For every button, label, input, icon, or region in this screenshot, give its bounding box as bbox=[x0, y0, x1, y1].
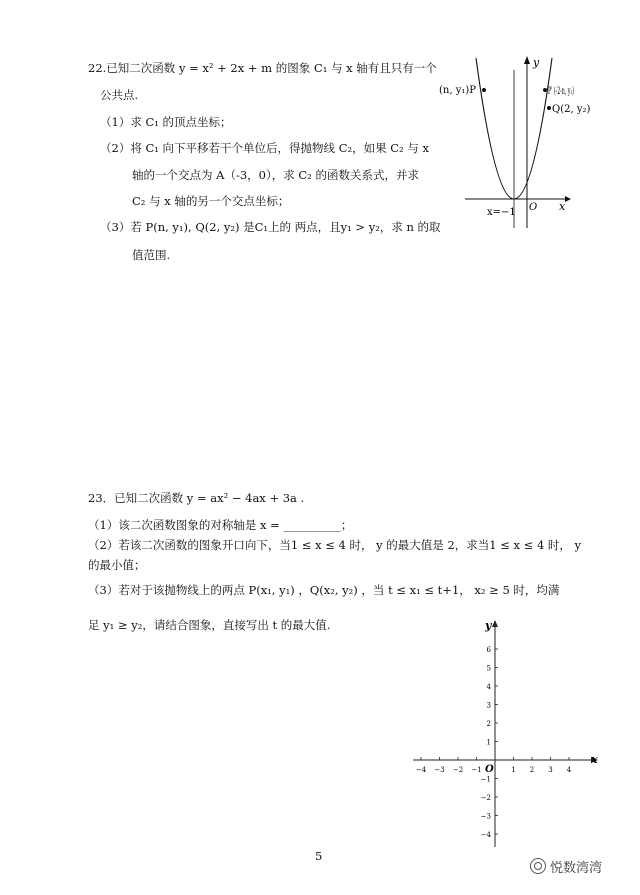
grid-y-tick-label: −2 bbox=[480, 794, 491, 802]
x-axis-arrow bbox=[565, 196, 571, 202]
fig22-symmetry-label: x=−1 bbox=[487, 207, 516, 218]
wechat-icon bbox=[530, 858, 546, 874]
q23-line-1: 23．已知二次函数 y = ax² − 4ax + 3a . bbox=[88, 491, 305, 505]
grid-y-tick-label: −4 bbox=[480, 831, 491, 839]
point-p-prime bbox=[543, 88, 547, 92]
y-axis-arrow bbox=[524, 56, 530, 64]
q23-part-3-line-2: 足 y₁ ≥ y₂，请结合图象，直接写出 t 的最大值. bbox=[88, 618, 331, 632]
fig22-origin-label: O bbox=[529, 202, 538, 213]
grid-x-tick-label: 4 bbox=[566, 766, 572, 774]
grid-x-tick-label: 3 bbox=[548, 766, 553, 774]
q22-part-1: （1）求 C₁ 的顶点坐标； bbox=[100, 115, 232, 129]
fig22-y-label: y bbox=[533, 56, 540, 69]
fig22-p-label: (n, y₁)P bbox=[439, 85, 476, 96]
grid-y-tick-label: 4 bbox=[486, 683, 491, 691]
q22-part-3-line-1: （3）若 P(n, y₁), Q(2, y₂) 是C₁上的 两点，且y₁ > y₂，求 n 的取 bbox=[100, 220, 441, 234]
grid-y-label: y bbox=[485, 619, 492, 632]
q22-part-3-line-2: 值范围. bbox=[132, 248, 171, 262]
grid-y-tick-label: −1 bbox=[480, 775, 491, 784]
grid-y-tick-label: 5 bbox=[486, 664, 491, 673]
grid-y-tick-label: 3 bbox=[486, 701, 491, 710]
q22-part-2-line-2: 轴的一个交点为 A（-3，0），求 C₂ 的函数关系式，并求 bbox=[132, 168, 419, 182]
page-number: 5 bbox=[315, 849, 323, 863]
fig22-x-label: x bbox=[559, 200, 566, 213]
q22-part-2-line-1: （2）将 C₁ 向下平移若干个单位后，得抛物线 C₂，如果 C₂ 与 x bbox=[100, 141, 429, 155]
grid-y-tick-label: −3 bbox=[480, 812, 491, 821]
grid-x-tick-label: −2 bbox=[452, 766, 464, 774]
grid-y-tick-label: 1 bbox=[486, 738, 491, 747]
grid-x-tick-label: −3 bbox=[434, 766, 445, 774]
grid-x-tick-label: −1 bbox=[471, 766, 482, 774]
q22-line-1: 22.已知二次函数 y = x² + 2x + m 的图象 C₁ 与 x 轴有且只有一个 bbox=[88, 61, 437, 75]
q23-part-2-line-1: （2）若该二次函数的图象开口向下，当1 ≤ x ≤ 4 时， y 的最大值是 2，求当1 ≤ x ≤ 4 时， y bbox=[88, 538, 582, 552]
q23-part-3-line-1: （3）若对于该抛物线上的两点 P(x₁, y₁) ，Q(x₂, y₂) ，当 t ≤ x₁ ≤ t+1， x₂ ≥ 5 时，均满 bbox=[88, 583, 560, 597]
q22-line-2: 公共点. bbox=[100, 88, 139, 102]
grid-y-tick-label: 2 bbox=[486, 720, 491, 728]
watermark bbox=[530, 857, 602, 876]
point-p bbox=[482, 88, 486, 92]
grid-x-tick-label: 2 bbox=[529, 766, 535, 774]
grid-y-tick-label: 6 bbox=[486, 646, 491, 654]
grid-x-tick-label: −4 bbox=[415, 766, 427, 774]
grid-x-label: x bbox=[591, 753, 598, 766]
q22-part-2-line-3: C₂ 与 x 轴的另一个交点坐标； bbox=[132, 194, 290, 208]
fig22-p-prime-label: P' (-2-n, y₁) bbox=[548, 86, 575, 97]
q22-figure bbox=[435, 50, 591, 235]
point-q bbox=[547, 106, 551, 110]
watermark-text: 悦数湾湾 bbox=[550, 861, 603, 876]
q23-coordinate-grid bbox=[405, 615, 605, 850]
grid-x-tick-label: 1 bbox=[511, 766, 516, 774]
fig22-q-label: Q(2, y₂) bbox=[552, 104, 591, 115]
grid-y-axis-arrow bbox=[492, 620, 498, 627]
grid-origin-label: O bbox=[485, 764, 494, 775]
q23-part-2-line-2: 的最小值； bbox=[88, 558, 146, 572]
q23-part-1: （1）该二次函数图象的对称轴是 x = __________； bbox=[88, 518, 353, 532]
